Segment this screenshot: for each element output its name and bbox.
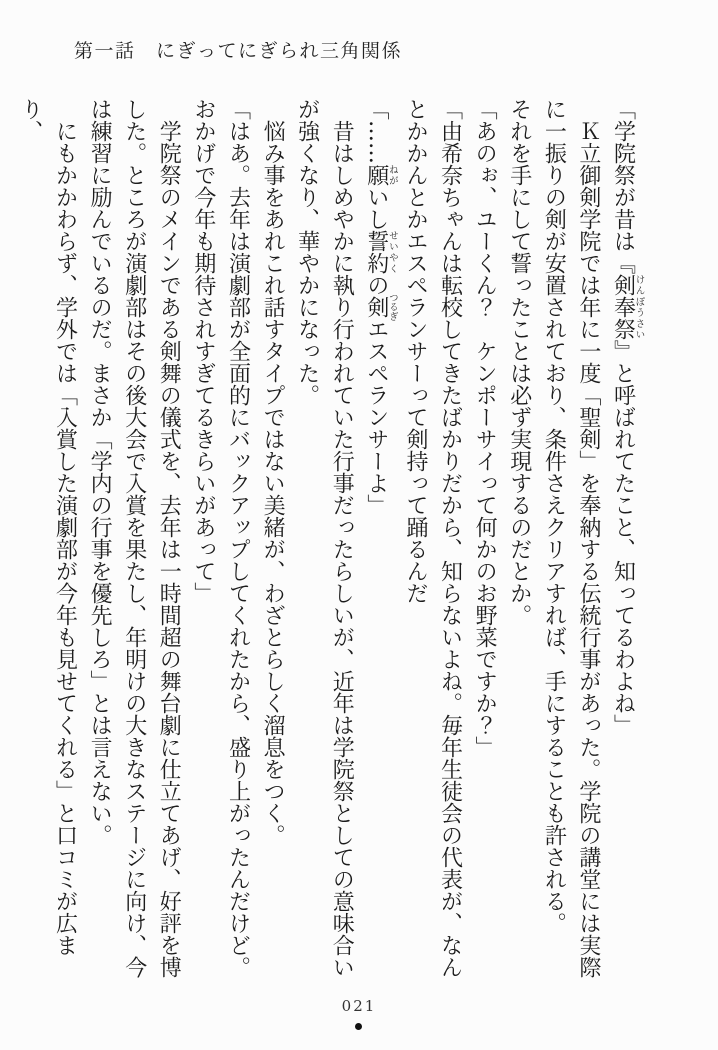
chapter-title: 第一話 にぎってにぎられ三角関係 (74, 40, 403, 62)
paragraph: 「由希奈ちゃんは転校してきたばかりだから、知らないよね。毎年生徒会の代表が、なんとかかんとかエスペランサーって剣持って踊るんだ (402, 98, 463, 978)
ruby-annotated-word: 誓約せいやく (363, 230, 398, 274)
paragraph: 「あのぉ、ユーくん？ ケンポーサイって何かのお野菜ですか？」 (472, 98, 498, 758)
paragraph: それを手にして誓ったことは必ず実現するのだとか。 (506, 98, 532, 626)
ruby-annotated-word: 願ねが (363, 164, 398, 186)
paragraph: Ｋ立御剣学院では年に一度「聖剣」を奉納する伝統行事があった。学院の講堂には実際に一振りの剣が安置されており、条件さえクリアすれば、手にすることも許される。 (541, 98, 601, 978)
paragraph: 「学院祭が昔は『剣奉祭けんぽうさい』と呼ばれてたこと、知ってるわよね」 (610, 98, 645, 736)
ruby-annotated-word: 剣つるぎ (363, 292, 398, 322)
paragraph: にもかかわらず、学外では「入賞した演劇部が今年も見せてくれる」と口コミが広まり、 (17, 98, 78, 956)
ruby-annotated-word: 剣奉祭けんぽうさい (610, 274, 645, 340)
paragraph: 「はあ。去年は演劇部が全面的にバックアップしてくれたから、盛り上がったんだけど。おかげで今年も期待されすぎてるきらいがあって」 (190, 98, 251, 978)
paragraph: 悩み事をあれこれ話すタイプではない美緒が、わざとらしく溜息をつく。 (260, 98, 286, 846)
page-number: 021 (341, 997, 377, 1015)
body-text (17, 98, 645, 978)
bottom-dot-marker (355, 1023, 362, 1030)
paragraph: 「……願ねがいし誓約せいやくの剣つるぎエスペランサーよ」 (363, 98, 398, 516)
paragraph: 学院祭のメインである剣舞の儀式を、去年は一時間超の舞台劇に仕立てあげ、好評を博した。ところが演劇部はその後大会で入賞を果たし、年明けの大きなステージに向け、今は練習に励んでいるのだ。まさか「学内の行事を優先しろ」とは言えない。 (87, 98, 182, 978)
paragraph: 昔はしめやかに執り行われていた行事だったらしいが、近年は学院祭としての意味合いが強くなり、華やかになった。 (294, 98, 355, 978)
